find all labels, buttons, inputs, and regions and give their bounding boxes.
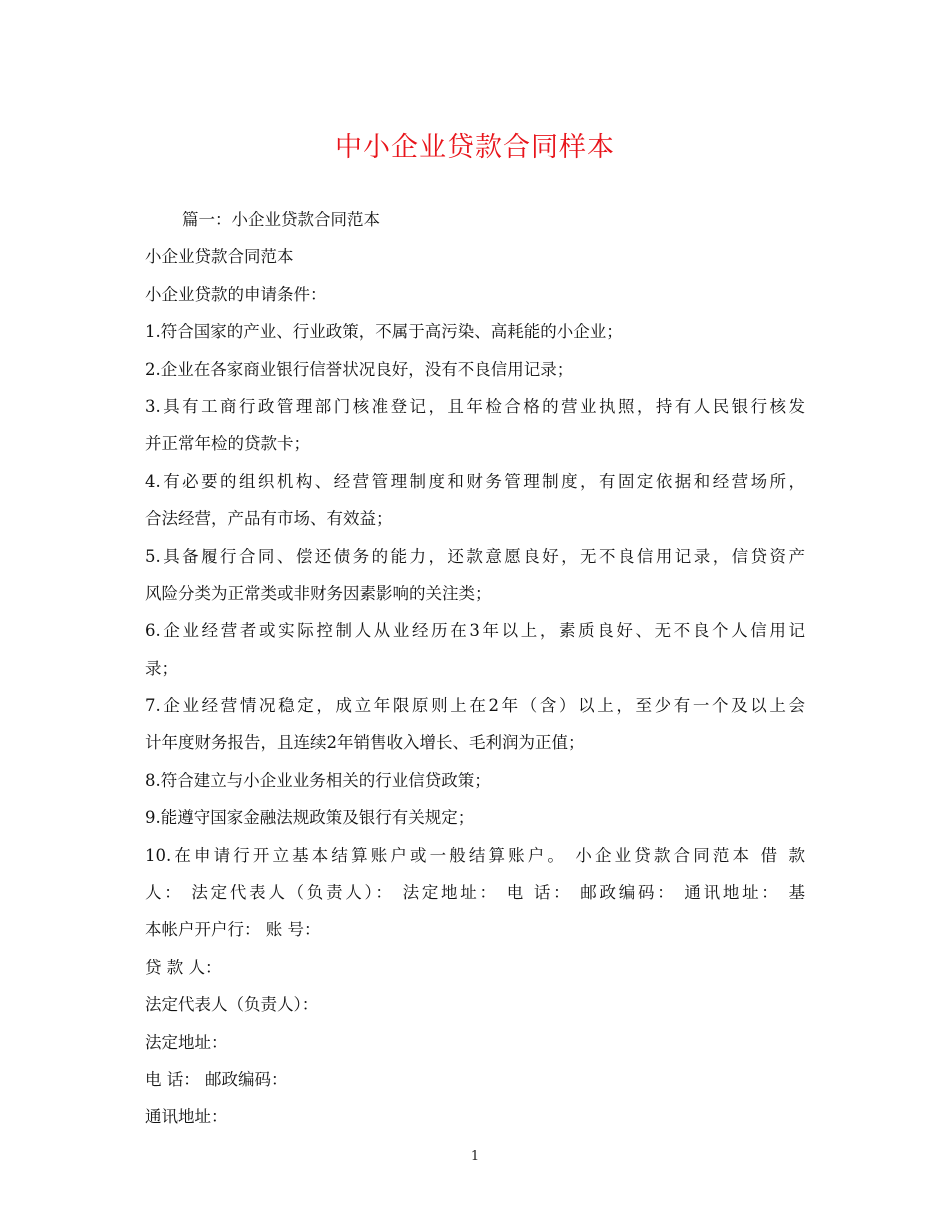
condition-4-line-1: 4.有必要的组织机构、经营管理制度和财务管理制度，有固定依据和经营场所， [145, 471, 805, 491]
condition-10-line-1: 10.在申请行开立基本结算账户或一般结算账户。 小企业贷款合同范本 借 款 [145, 845, 805, 865]
condition-3-line-2: 并正常年检的贷款卡； [145, 434, 310, 454]
phone-postcode-field: 电 话： 邮政编码： [145, 1069, 288, 1089]
section-heading: 篇一：小企业贷款合同范本 [182, 210, 380, 229]
document-title: 中小企业贷款合同样本 [335, 132, 615, 163]
condition-6-line-1: 6.企业经营者或实际控制人从业经历在3年以上，素质良好、无不良个人信用记 [145, 621, 805, 641]
legal-representative-field: 法定代表人（负责人）： [145, 995, 319, 1015]
condition-6-line-2: 录； [145, 658, 178, 678]
condition-1: 1.符合国家的产业、行业政策，不属于高污染、高耗能的小企业； [145, 322, 623, 342]
legal-address-field: 法定地址： [145, 1032, 228, 1052]
condition-5-line-1: 5.具备履行合同、偿还债务的能力，还款意愿良好，无不良信用记录，信贷资产 [145, 546, 805, 566]
condition-7-line-2: 计年度财务报告，且连续2年销售收入增长、毛利润为正值； [145, 733, 585, 753]
condition-9: 9.能遵守国家金融法规政策及银行有关规定； [145, 808, 475, 828]
mailing-address-field: 通讯地址： [145, 1107, 228, 1127]
contract-parties-line-2: 本帐户开户行： 账 号： [145, 920, 321, 940]
contract-parties-line-1: 人： 法定代表人（负责人）： 法定地址： 电 话： 邮政编码： 通讯地址： 基 [145, 883, 805, 903]
condition-4-line-2: 合法经营，产品有市场、有效益； [145, 509, 393, 529]
page-number: 1 [470, 1149, 480, 1164]
condition-3-line-1: 3.具有工商行政管理部门核准登记，且年检合格的营业执照，持有人民银行核发 [145, 396, 805, 416]
condition-5-line-2: 风险分类为正常类或非财务因素影响的关注类； [145, 583, 492, 603]
condition-7-line-1: 7.企业经营情况稳定，成立年限原则上在2年（含）以上，至少有一个及以上会 [145, 696, 805, 716]
condition-2: 2.企业在各家商业银行信誉状况良好，没有不良信用记录； [145, 359, 574, 379]
document-body [145, 201, 805, 1136]
conditions-heading: 小企业贷款的申请条件： [145, 284, 327, 304]
lender-field: 贷 款 人： [145, 957, 222, 977]
subheading: 小企业贷款合同范本 [145, 247, 294, 267]
condition-8: 8.符合建立与小企业业务相关的行业信贷政策； [145, 770, 491, 790]
